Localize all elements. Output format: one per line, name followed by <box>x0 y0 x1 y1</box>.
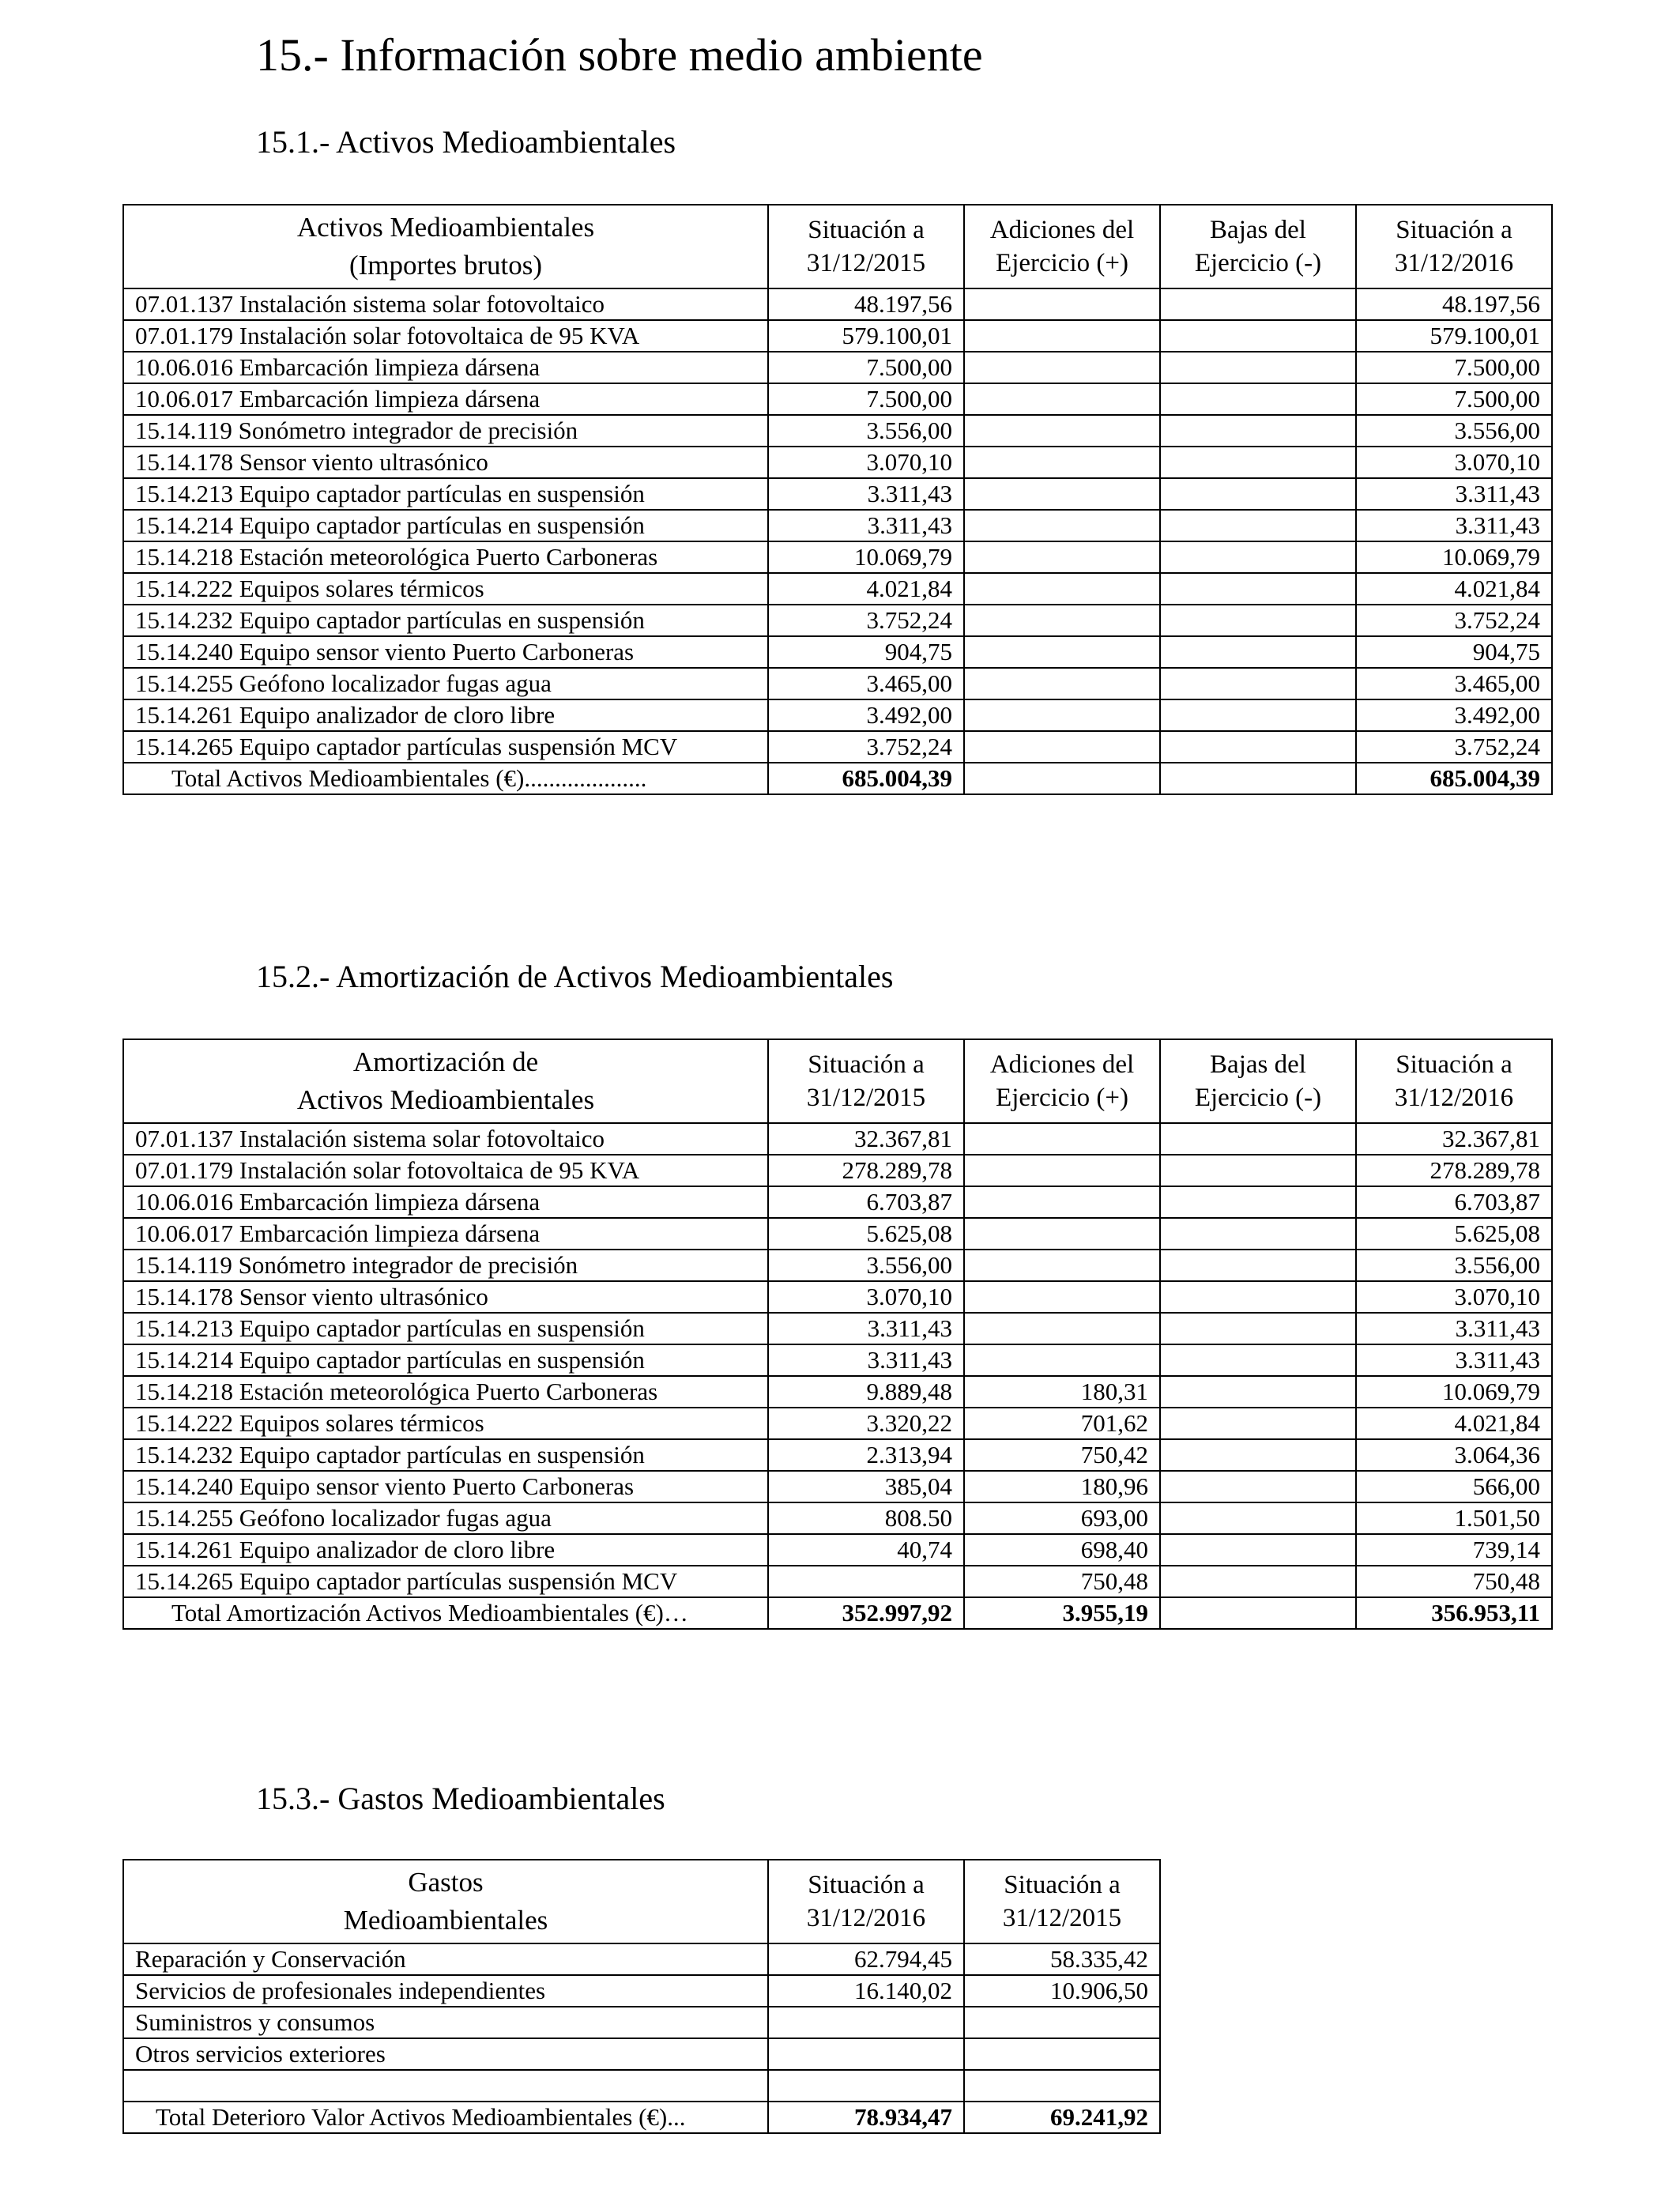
header-cell: Situación a 31/12/2016 <box>768 1860 964 1943</box>
row-value: 750,48 <box>1356 1566 1552 1597</box>
table-header-row <box>123 1860 1160 1943</box>
row-value <box>1160 668 1356 699</box>
row-value <box>1160 1281 1356 1313</box>
row-value: 40,74 <box>768 1534 964 1566</box>
row-value: 3.492,00 <box>1356 699 1552 731</box>
total-row <box>123 763 1552 794</box>
row-value: 739,14 <box>1356 1534 1552 1566</box>
activos-table <box>122 204 1553 795</box>
row-value: 385,04 <box>768 1471 964 1502</box>
table-row <box>123 510 1552 541</box>
total-value: 352.997,92 <box>768 1597 964 1629</box>
row-value: 278.289,78 <box>768 1155 964 1186</box>
total-label: Total Activos Medioambientales (€).................... <box>123 763 768 794</box>
row-value: 3.064,36 <box>1356 1439 1552 1471</box>
row-value: 808.50 <box>768 1502 964 1534</box>
total-value <box>1160 1597 1356 1629</box>
table-row <box>123 1186 1552 1218</box>
table-row <box>123 1943 1160 1975</box>
row-label: 15.14.240 Equipo sensor viento Puerto Carboneras <box>123 636 768 668</box>
row-value: 10.906,50 <box>964 1975 1160 2007</box>
row-value: 3.556,00 <box>1356 415 1552 447</box>
table-row <box>123 1313 1552 1344</box>
row-value: 6.703,87 <box>768 1186 964 1218</box>
row-value <box>1160 1344 1356 1376</box>
row-value: 6.703,87 <box>1356 1186 1552 1218</box>
row-value <box>1160 573 1356 605</box>
table-row <box>123 731 1552 763</box>
row-value <box>964 699 1160 731</box>
header-cell: Situación a 31/12/2016 <box>1356 1039 1552 1123</box>
row-value <box>964 2007 1160 2038</box>
total-value: 356.953,11 <box>1356 1597 1552 1629</box>
row-value: 3.556,00 <box>768 415 964 447</box>
row-value <box>964 605 1160 636</box>
row-value <box>1160 1439 1356 1471</box>
row-label: 15.14.213 Equipo captador partículas en suspensión <box>123 478 768 510</box>
row-value <box>1160 1376 1356 1408</box>
row-value: 278.289,78 <box>1356 1155 1552 1186</box>
row-value: 3.752,24 <box>1356 605 1552 636</box>
row-value: 3.556,00 <box>768 1250 964 1281</box>
total-value: 685.004,39 <box>768 763 964 794</box>
row-value: 3.311,43 <box>1356 1313 1552 1344</box>
table-row <box>123 668 1552 699</box>
row-label: 15.14.255 Geófono localizador fugas agua <box>123 1502 768 1534</box>
row-label: 15.14.232 Equipo captador partículas en suspensión <box>123 1439 768 1471</box>
gastos-table <box>122 1859 1161 2134</box>
row-value: 3.311,43 <box>768 1344 964 1376</box>
row-label: Reparación y Conservación <box>123 1943 768 1975</box>
table-row <box>123 288 1552 320</box>
table-row <box>123 1250 1552 1281</box>
row-value <box>964 320 1160 352</box>
row-value: 10.069,79 <box>1356 541 1552 573</box>
table-row <box>123 2007 1160 2038</box>
row-value: 7.500,00 <box>1356 352 1552 383</box>
row-value <box>1160 1313 1356 1344</box>
row-value: 3.492,00 <box>768 699 964 731</box>
row-value: 1.501,50 <box>1356 1502 1552 1534</box>
row-label: Otros servicios exteriores <box>123 2038 768 2070</box>
header-cell: Bajas del Ejercicio (-) <box>1160 205 1356 288</box>
row-label: 07.01.137 Instalación sistema solar fotovoltaico <box>123 1123 768 1155</box>
row-label: 15.14.222 Equipos solares térmicos <box>123 573 768 605</box>
row-value <box>1160 1250 1356 1281</box>
row-value <box>1160 383 1356 415</box>
row-value <box>964 1281 1160 1313</box>
table-row <box>123 1123 1552 1155</box>
row-value: 3.752,24 <box>1356 731 1552 763</box>
row-value: 3.311,43 <box>1356 478 1552 510</box>
row-value: 3.752,24 <box>768 605 964 636</box>
row-value <box>1160 1566 1356 1597</box>
row-label: 15.14.119 Sonómetro integrador de precisión <box>123 1250 768 1281</box>
row-label: 15.14.119 Sonómetro integrador de precisión <box>123 415 768 447</box>
row-value: 48.197,56 <box>1356 288 1552 320</box>
row-value <box>768 1566 964 1597</box>
header-cell: Adiciones del Ejercicio (+) <box>964 1039 1160 1123</box>
header-cell: Situación a 31/12/2015 <box>964 1860 1160 1943</box>
row-value <box>964 383 1160 415</box>
table-row <box>123 383 1552 415</box>
row-value: 7.500,00 <box>1356 383 1552 415</box>
row-label: 15.14.255 Geófono localizador fugas agua <box>123 668 768 699</box>
row-value <box>1160 447 1356 478</box>
row-value: 750,48 <box>964 1566 1160 1597</box>
row-value <box>964 1123 1160 1155</box>
table-row <box>123 1439 1552 1471</box>
row-value: 48.197,56 <box>768 288 964 320</box>
table-row <box>123 478 1552 510</box>
row-value <box>1160 1534 1356 1566</box>
row-value <box>964 478 1160 510</box>
row-label: 15.14.265 Equipo captador partículas suspensión MCV <box>123 1566 768 1597</box>
row-value <box>1160 541 1356 573</box>
row-value: 3.311,43 <box>768 478 964 510</box>
row-value <box>964 541 1160 573</box>
header-cell: Amortización de Activos Medioambientales <box>123 1039 768 1123</box>
row-value <box>964 2038 1160 2070</box>
row-label: 15.14.261 Equipo analizador de cloro libre <box>123 699 768 731</box>
row-value: 58.335,42 <box>964 1943 1160 1975</box>
total-value: 685.004,39 <box>1356 763 1552 794</box>
row-value: 3.311,43 <box>1356 510 1552 541</box>
row-value <box>1160 1408 1356 1439</box>
row-value: 3.311,43 <box>768 1313 964 1344</box>
row-value <box>768 2007 964 2038</box>
total-row <box>123 2102 1160 2133</box>
row-value: 904,75 <box>1356 636 1552 668</box>
row-value <box>964 1186 1160 1218</box>
table-row <box>123 605 1552 636</box>
row-value: 7.500,00 <box>768 383 964 415</box>
row-value <box>768 2070 964 2102</box>
header-cell: Bajas del Ejercicio (-) <box>1160 1039 1356 1123</box>
row-value <box>1160 731 1356 763</box>
row-label: 07.01.179 Instalación solar fotovoltaica de 95 KVA <box>123 1155 768 1186</box>
row-value: 904,75 <box>768 636 964 668</box>
row-value: 32.367,81 <box>1356 1123 1552 1155</box>
header-cell: Gastos Medioambientales <box>123 1860 768 1943</box>
row-label: 15.14.214 Equipo captador partículas en suspensión <box>123 1344 768 1376</box>
row-value <box>964 447 1160 478</box>
row-label: Servicios de profesionales independientes <box>123 1975 768 2007</box>
total-value <box>964 763 1160 794</box>
table-row <box>123 541 1552 573</box>
table-row <box>123 699 1552 731</box>
row-value <box>964 636 1160 668</box>
row-value <box>1160 1186 1356 1218</box>
table-row <box>123 1408 1552 1439</box>
table-row <box>123 1502 1552 1534</box>
table-row <box>123 1155 1552 1186</box>
header-cell: Situación a 31/12/2015 <box>768 205 964 288</box>
table-row <box>123 415 1552 447</box>
row-value: 62.794,45 <box>768 1943 964 1975</box>
table-row <box>123 1975 1160 2007</box>
row-label: 07.01.179 Instalación solar fotovoltaica de 95 KVA <box>123 320 768 352</box>
row-value <box>1160 288 1356 320</box>
row-value: 3.311,43 <box>1356 1344 1552 1376</box>
row-value: 3.070,10 <box>1356 447 1552 478</box>
row-value: 180,31 <box>964 1376 1160 1408</box>
row-value: 701,62 <box>964 1408 1160 1439</box>
row-value: 4.021,84 <box>1356 1408 1552 1439</box>
row-value <box>964 1313 1160 1344</box>
row-value <box>1160 320 1356 352</box>
row-label: 15.14.218 Estación meteorológica Puerto Carboneras <box>123 1376 768 1408</box>
table-row <box>123 1281 1552 1313</box>
row-value <box>1160 415 1356 447</box>
row-value: 698,40 <box>964 1534 1160 1566</box>
total-row <box>123 1597 1552 1629</box>
row-value <box>964 2070 1160 2102</box>
row-label: 15.14.232 Equipo captador partículas en suspensión <box>123 605 768 636</box>
row-label: 15.14.261 Equipo analizador de cloro libre <box>123 1534 768 1566</box>
table-row <box>123 447 1552 478</box>
row-value: 579.100,01 <box>768 320 964 352</box>
row-value: 566,00 <box>1356 1471 1552 1502</box>
section-heading-activos: 15.1.- Activos Medioambientales <box>256 124 676 160</box>
section-heading-gastos: 15.3.- Gastos Medioambientales <box>256 1781 665 1816</box>
table-row <box>123 1566 1552 1597</box>
row-label <box>123 2070 768 2102</box>
row-label: 15.14.214 Equipo captador partículas en suspensión <box>123 510 768 541</box>
row-label: 10.06.016 Embarcación limpieza dársena <box>123 1186 768 1218</box>
row-label: 07.01.137 Instalación sistema solar fotovoltaico <box>123 288 768 320</box>
row-value <box>964 668 1160 699</box>
total-value: 69.241,92 <box>964 2102 1160 2133</box>
row-value <box>1160 1123 1356 1155</box>
row-value <box>768 2038 964 2070</box>
row-value <box>964 573 1160 605</box>
page-title: 15.- Información sobre medio ambiente <box>256 29 983 81</box>
row-value <box>1160 636 1356 668</box>
row-value: 693,00 <box>964 1502 1160 1534</box>
row-value <box>1160 1502 1356 1534</box>
row-label: 15.14.213 Equipo captador partículas en suspensión <box>123 1313 768 1344</box>
row-value <box>964 510 1160 541</box>
row-value: 9.889,48 <box>768 1376 964 1408</box>
row-value: 3.070,10 <box>768 447 964 478</box>
header-cell: Situación a 31/12/2015 <box>768 1039 964 1123</box>
row-value <box>964 352 1160 383</box>
row-value <box>964 1155 1160 1186</box>
row-value: 3.070,10 <box>768 1281 964 1313</box>
row-value <box>964 288 1160 320</box>
row-label: Suministros y consumos <box>123 2007 768 2038</box>
header-cell: Situación a 31/12/2016 <box>1356 205 1552 288</box>
table-header-row <box>123 1039 1552 1123</box>
table-row <box>123 1534 1552 1566</box>
row-label: 15.14.265 Equipo captador partículas suspensión MCV <box>123 731 768 763</box>
header-cell: Activos Medioambientales (Importes brutos) <box>123 205 768 288</box>
row-value: 3.311,43 <box>768 510 964 541</box>
row-label: 10.06.017 Embarcación limpieza dársena <box>123 1218 768 1250</box>
row-label: 15.14.178 Sensor viento ultrasónico <box>123 447 768 478</box>
row-value: 4.021,84 <box>1356 573 1552 605</box>
row-value: 3.752,24 <box>768 731 964 763</box>
table-row <box>123 1376 1552 1408</box>
row-value: 2.313,94 <box>768 1439 964 1471</box>
row-value <box>964 1344 1160 1376</box>
row-label: 10.06.017 Embarcación limpieza dársena <box>123 383 768 415</box>
row-label: 10.06.016 Embarcación limpieza dársena <box>123 352 768 383</box>
row-value <box>964 1218 1160 1250</box>
table-row <box>123 320 1552 352</box>
row-value: 4.021,84 <box>768 573 964 605</box>
row-value <box>1160 1155 1356 1186</box>
row-value: 5.625,08 <box>1356 1218 1552 1250</box>
row-value: 3.465,00 <box>768 668 964 699</box>
section-heading-amortizacion: 15.2.- Amortización de Activos Medioambientales <box>256 959 894 994</box>
row-value: 3.556,00 <box>1356 1250 1552 1281</box>
row-value: 579.100,01 <box>1356 320 1552 352</box>
table-row <box>123 1218 1552 1250</box>
table-row <box>123 352 1552 383</box>
table-row <box>123 1471 1552 1502</box>
table-row <box>123 636 1552 668</box>
row-value: 10.069,79 <box>1356 1376 1552 1408</box>
row-value <box>964 731 1160 763</box>
row-value: 180,96 <box>964 1471 1160 1502</box>
total-value: 3.955,19 <box>964 1597 1160 1629</box>
amortizacion-table <box>122 1039 1553 1630</box>
row-value: 3.465,00 <box>1356 668 1552 699</box>
row-value: 5.625,08 <box>768 1218 964 1250</box>
row-value: 7.500,00 <box>768 352 964 383</box>
row-value <box>964 415 1160 447</box>
row-value <box>1160 510 1356 541</box>
total-value <box>1160 763 1356 794</box>
row-value <box>1160 1471 1356 1502</box>
row-value: 10.069,79 <box>768 541 964 573</box>
table-row <box>123 1344 1552 1376</box>
table-row <box>123 573 1552 605</box>
row-value <box>1160 699 1356 731</box>
table-row <box>123 2070 1160 2102</box>
row-value <box>1160 352 1356 383</box>
total-label: Total Amortización Activos Medioambientales (€)… <box>123 1597 768 1629</box>
header-cell: Adiciones del Ejercicio (+) <box>964 205 1160 288</box>
row-value: 16.140,02 <box>768 1975 964 2007</box>
row-value <box>1160 478 1356 510</box>
total-value: 78.934,47 <box>768 2102 964 2133</box>
row-value: 3.070,10 <box>1356 1281 1552 1313</box>
row-label: 15.14.222 Equipos solares térmicos <box>123 1408 768 1439</box>
row-label: 15.14.218 Estación meteorológica Puerto Carboneras <box>123 541 768 573</box>
row-label: 15.14.240 Equipo sensor viento Puerto Carboneras <box>123 1471 768 1502</box>
row-value <box>964 1250 1160 1281</box>
row-label: 15.14.178 Sensor viento ultrasónico <box>123 1281 768 1313</box>
row-value <box>1160 605 1356 636</box>
row-value: 750,42 <box>964 1439 1160 1471</box>
table-header-row <box>123 205 1552 288</box>
table-row <box>123 2038 1160 2070</box>
row-value: 32.367,81 <box>768 1123 964 1155</box>
total-label: Total Deterioro Valor Activos Medioambientales (€)... <box>123 2102 768 2133</box>
row-value: 3.320,22 <box>768 1408 964 1439</box>
row-value <box>1160 1218 1356 1250</box>
